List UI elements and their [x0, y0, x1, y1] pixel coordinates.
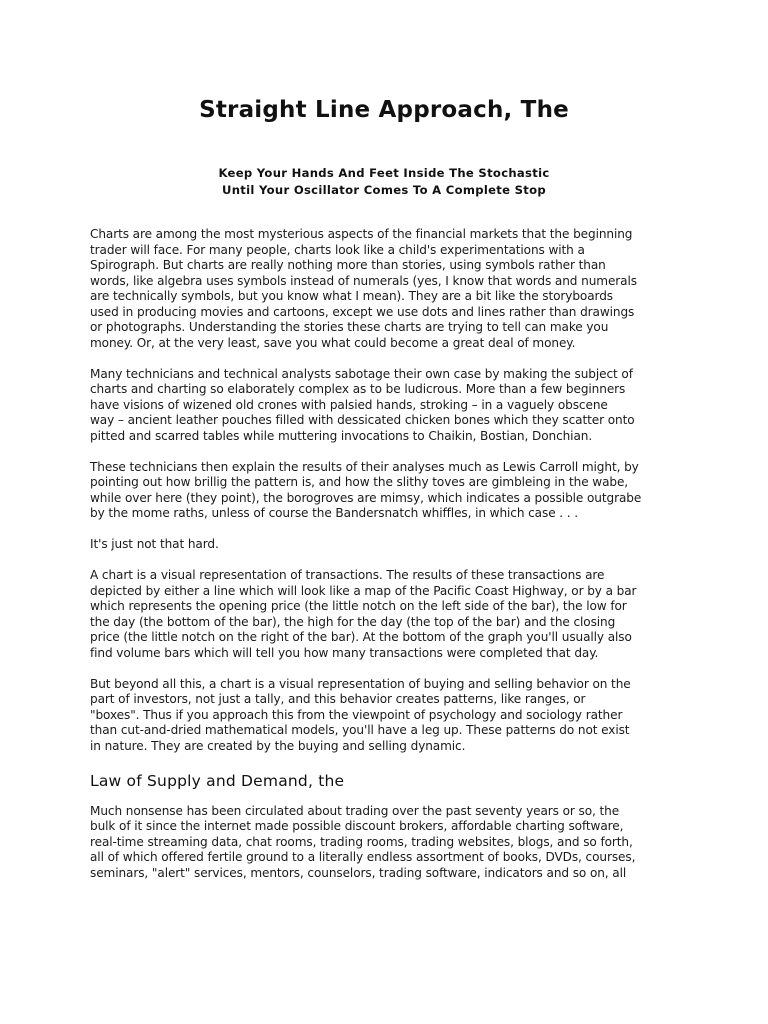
text-line: These technicians then explain the results of their analyses much as Lewis Carroll might, by [90, 459, 639, 474]
text-line: real-time streaming data, chat rooms, trading rooms, trading websites, blogs, and so forth, [90, 834, 633, 849]
text-line: depicted by either a line which will look like a map of the Pacific Coast Highway, or by a bar [90, 583, 637, 598]
text-line: money. Or, at the very least, save you what could become a great deal of money. [90, 335, 576, 350]
page-subtitle [0, 165, 768, 199]
text-line: which represents the opening price (the little notch on the left side of the bar), the low for [90, 599, 627, 613]
text-line: while over here (they point), the borogroves are mimsy, which indicates a possible outgrabe [90, 490, 642, 505]
text-line: seminars, "alert" services, mentors, counselors, trading software, indicators and so on, all [90, 865, 627, 880]
paragraph [90, 537, 690, 553]
text-line: bulk of it since the internet made possible discount brokers, affordable charting software, [90, 819, 624, 833]
text-line: It's just not that hard. [90, 537, 219, 551]
text-line: pitted and scarred tables while muttering invocations to Chaikin, Bostian, Donchian. [90, 428, 593, 443]
text-line: are technically symbols, but you know what I mean). They are a bit like the storyboards [90, 289, 613, 303]
section-heading: Law of Supply and Demand, the [90, 771, 345, 790]
text-line: "boxes". Thus if you approach this from the viewpoint of psychology and sociology rather [90, 707, 623, 722]
text-line: by the mome raths, unless of course the Bandersnatch whiffles, in which case . . . [90, 506, 579, 520]
text-line: used in producing movies and cartoons, except we use dots and lines rather than drawings [90, 304, 635, 319]
paragraph [90, 460, 690, 522]
text-line: the day (the bottom of the bar), the high for the day (the top of the bar) and the closing [90, 614, 616, 629]
text-line: all of which offered fertile ground to a literally endless assortment of books, DVDs, courses, [90, 850, 636, 864]
text-line: pointing out how brillig the pattern is, and how the slithy toves are gimbleing in the wabe, [90, 475, 629, 489]
text-line: price (the little notch on the right of the bar). At the bottom of the graph you'll usually also [90, 630, 632, 644]
text-line: Charts are among the most mysterious aspects of the financial markets that the beginning [90, 227, 633, 241]
text-line: way – ancient leather pouches filled with dessicated chicken bones which they scatter onto [90, 413, 635, 427]
subtitle-line: Keep Your Hands And Feet Inside The Stochastic [218, 166, 550, 180]
paragraph [90, 367, 690, 445]
text-line: in nature. They are created by the buying and selling dynamic. [90, 738, 466, 753]
body-text [90, 227, 690, 897]
text-line: than cut-and-dried mathematical models, you'll have a leg up. These patterns do not exist [90, 723, 630, 737]
paragraph [90, 568, 690, 661]
text-line: trader will face. For many people, charts look like a child's experimentations with a [90, 242, 585, 257]
text-line: have visions of wizened old crones with palsied hands, stroking – in a vaguely obscene [90, 397, 608, 412]
text-line: charts and charting so elaborately complex as to be ludicrous. More than a few beginners [90, 382, 626, 396]
paragraph [90, 677, 690, 755]
paragraph [90, 804, 690, 882]
text-line: words, like algebra uses symbols instead of numerals (yes, I know that words and numerals [90, 273, 637, 288]
text-line: Many technicians and technical analysts sabotage their own case by making the subject of [90, 366, 633, 381]
text-line: or photographs. Understanding the stories these charts are trying to tell can make you [90, 320, 609, 334]
text-line: find volume bars which will tell you how many transactions were completed that day. [90, 645, 599, 660]
page-title: Straight Line Approach, The [199, 97, 569, 123]
subtitle-line: Until Your Oscillator Comes To A Complete Stop [222, 183, 546, 197]
text-line: Much nonsense has been circulated about trading over the past seventy years or so, the [90, 803, 620, 818]
text-line: But beyond all this, a chart is a visual representation of buying and selling behavior on the [90, 676, 631, 691]
text-line: part of investors, not just a tally, and this behavior creates patterns, like ranges, or [90, 692, 586, 706]
paragraph [90, 227, 690, 351]
text-line: A chart is a visual representation of transactions. The results of these transactions are [90, 568, 605, 582]
text-line: Spirograph. But charts are really nothing more than stories, using symbols rather than [90, 258, 606, 272]
